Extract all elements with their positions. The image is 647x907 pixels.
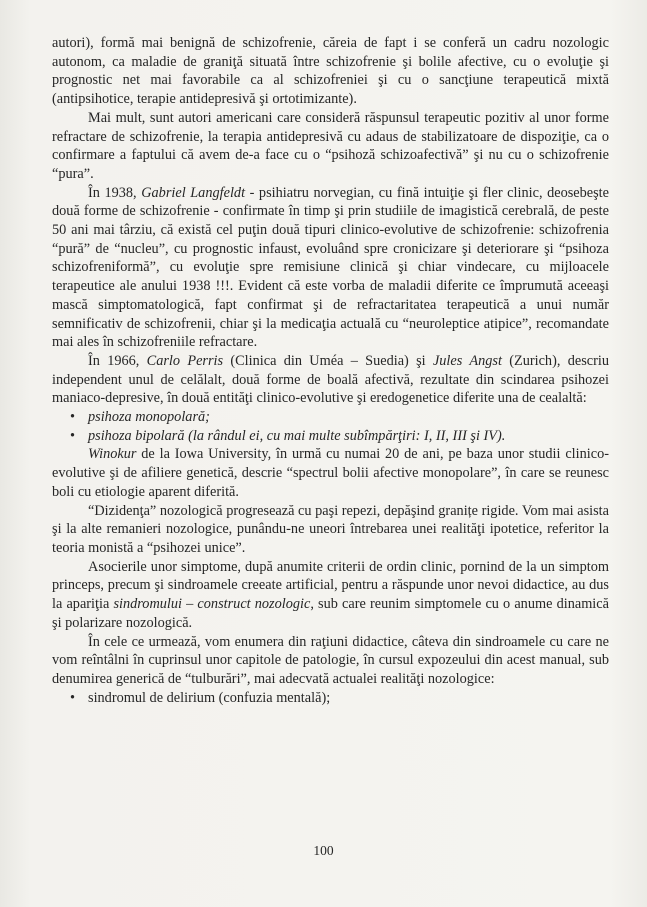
list-item: • psihoza bipolară (la rândul ei, cu mai multe subîmpărţiri: I, II, III şi IV). <box>70 427 506 444</box>
author-name: Jules Angst <box>432 352 502 369</box>
paragraph-dizidenta: “Dizidenţa” nozologică progresează cu paşi repezi, depăşind granițe rigide. Vom mai asista şi la alte remanieri nozologice, punându-ne uneori întrebarea unei realităţi ipotetice, referitor la teoria monistă a “psihozei unice”. <box>52 502 609 556</box>
author-name: Gabriel Langfeldt <box>141 184 246 201</box>
paragraph-winokur: Winokur de la Iowa University, în urmă cu numai 20 de ani, pe baza unor studii clinico-evolutive şi de afiliere genetică, descrie “spectrul bolii afective monopolare”, în care se reunesc boli cu etiologie aparent diferită. <box>52 446 609 500</box>
author-name: Carlo Perris <box>146 352 224 369</box>
syndrome-list <box>52 689 609 708</box>
paragraph-perris-angst: În 1966, Carlo Perris (Clinica din Uméa – Suedia) şi Jules Angst (Zurich), descriu independent unul de celălalt, două forme de boală afectivă, rezultate din scindarea psihozei maniaco-depresive, în două entităţi clinico-evolutive şi eredogenetice diferite una de cealaltă: <box>52 352 609 407</box>
page-number: 100 <box>313 843 334 858</box>
paragraph-continuation: autori), formă mai benignă de schizofrenie, căreia de fapt i se conferă un cadru nozologic autonom, ca maladie de graniţă situată între schizofrenie şi bolile afective, cu o evoluţie şi prognostic net mai favorabile ca al schizofreniei şi cu o sancţiune terapeutică mixtă (antipsihotice, terapie antidepresivă şi ortotimizante). <box>52 35 609 108</box>
paragraph-in-cele: În cele ce urmează, vom enumera din raţiuni didactice, câteva din sindroamele cu care ne vom reîntâlni în cuprinsul unor capitole de patologie, în cursul expozeului din acest manual, sub denumirea generică de “tulburări”, mai adecvată actualei realităţi nozologice: <box>52 633 609 687</box>
term-emphasis: sindromului – construct nozologic <box>113 596 311 613</box>
bullet-icon: • <box>70 409 76 426</box>
bullet-icon: • <box>70 689 76 706</box>
paragraph-american-authors: Mai mult, sunt autori americani care consideră răspunsul terapeutic pozitiv al unor forme refractare de schizofrenie, la terapia antidepresivă cu adaus de stabilizatoare de dispoziţie, ca o confirmare a faptului că avem de-a face cu o “psihoză schizoafectivă” şi nu cu o schizofrenie “pura”. <box>52 109 609 182</box>
page-body <box>52 34 609 707</box>
bullet-icon: • <box>70 427 76 444</box>
author-name: Winokur <box>88 446 137 463</box>
list-item: • sindromul de delirium (confuzia mentală); <box>70 689 331 706</box>
list-item: • psihoza monopolară; <box>70 409 210 426</box>
paragraph-asocierile: Asocierile unor simptome, după anumite criterii de ordin clinic, pornind de la un simptom princeps, precum şi sindroamele creeate artificial, pentru a răspunde unor nevoi didactice, au dus la apariţia sindromului – construct nozologic, sub care reunim simptomele cu o anume dinamică şi polarizare nozologică. <box>52 558 609 631</box>
paragraph-langfeldt: În 1938, Gabriel Langfeldt - psihiatru norvegian, cu fină intuiţie şi fler clinic, deosebeşte două forme de schizofrenie - confirmate în timp şi prin studiile de imagistică cerebrală, de peste 50 ani mai târziu, că există cel puţin două tipuri clinico-evolutive de schizofrenie: schizofrenia “pură” de “nucleu”, cu prognostic infaust, evoluând spre cronicizare şi deteriorare şi “psihoza schizofreniformă”, cu evoluţie spre remisiune clinică şi chiar vindecare, cu mijloacele terapeutice ale anului 1938 !!!. Evident că este vorba de maladii diferite ce împrumută aceeaşi mască simptomatologică, fapt confirmat şi de refractaritatea terapeutică a unui număr semnificativ de schizofrenii, chiar şi la medicaţia actuală cu “neuroleptice atipice”, recomandate mai ales în schizofreniile refractare. <box>52 184 610 351</box>
psychosis-type-list <box>52 408 609 445</box>
